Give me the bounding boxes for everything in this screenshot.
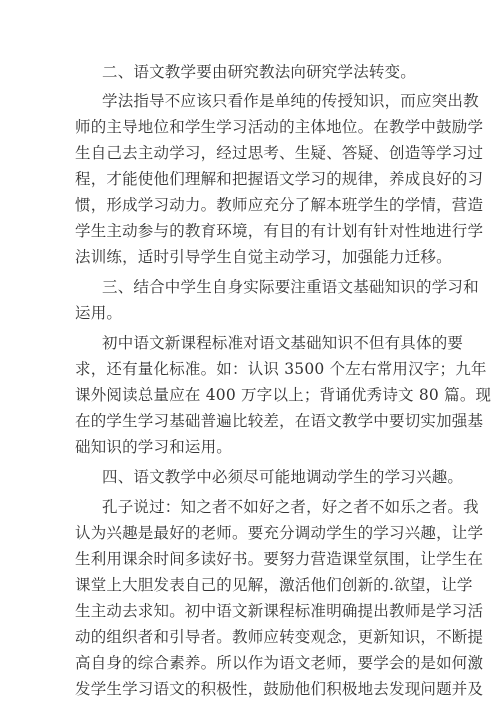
paragraph-line: 础知识的学习和运用。 [75, 438, 233, 456]
section-heading-4: 四、语文教学中必须尽可能地调动学生的学习兴趣。 [102, 468, 464, 486]
paragraph-line: 在的学生学习基础普遍比较差，在语文教学中要切实加强基 [75, 412, 484, 430]
paragraph-line: 程，才能使他们理解和把握语文学习的规律，养成良好的习 [75, 170, 484, 188]
paragraph-line: 课外阅读总量应在 400 万字以上；背诵优秀诗文 80 篇。现 [75, 386, 492, 404]
section-heading-3: 三、结合中学生自身实际要注重语文基础知识的学习和 [102, 278, 479, 296]
paragraph-line: 生利用课余时间多读好书。要努力营造课堂氛围，让学生在 [75, 550, 484, 568]
paragraph-line: 惯，形成学习动力。教师应充分了解本班学生的学情，营造 [75, 196, 484, 214]
paragraph-line: 师的主导地位和学生学习活动的主体地位。在教学中鼓励学 [75, 118, 484, 136]
paragraph-line: 求，还有量化标准。如：认识 3500 个左右常用汉字；九年 [75, 360, 487, 378]
paragraph-line: 学生主动参与的教育环境，有目的有计划有针对性地进行学 [75, 222, 484, 240]
paragraph-line: 高自身的综合素养。所以作为语文老师，要学会的是如何激 [75, 654, 484, 672]
paragraph-line: 课堂上大胆发表自己的见解，激活他们创新的.欲望，让学 [75, 576, 473, 594]
paragraph-line: 认为兴趣是最好的老师。要充分调动学生的学习兴趣，让学 [75, 524, 484, 542]
paragraph-line: 法训练，适时引导学生自觉主动学习，加强能力迁移。 [75, 248, 452, 266]
paragraph-line: 发学生学习语文的积极性，鼓励他们积极地去发现问题并及 [75, 680, 484, 698]
section-heading-2: 二、语文教学要由研究教法向研究学法转变。 [102, 63, 417, 81]
paragraph-line: 孔子说过：知之者不如好之者，好之者不如乐之者。我 [102, 498, 479, 516]
section-heading-3-cont: 运用。 [75, 304, 123, 322]
paragraph-line: 学法指导不应该只看作是单纯的传授知识，而应突出教 [102, 92, 479, 110]
paragraph-line: 生自己去主动学习，经过思考、生疑、答疑、创造等学习过 [75, 144, 484, 162]
paragraph-line: 生主动去求知。初中语文新课程标准明确提出教师是学习活 [75, 602, 484, 620]
paragraph-line: 初中语文新课程标准对语文基础知识不但有具体的要 [102, 334, 464, 352]
paragraph-line: 动的组织者和引导者。教师应转变观念，更新知识，不断提 [75, 628, 484, 646]
